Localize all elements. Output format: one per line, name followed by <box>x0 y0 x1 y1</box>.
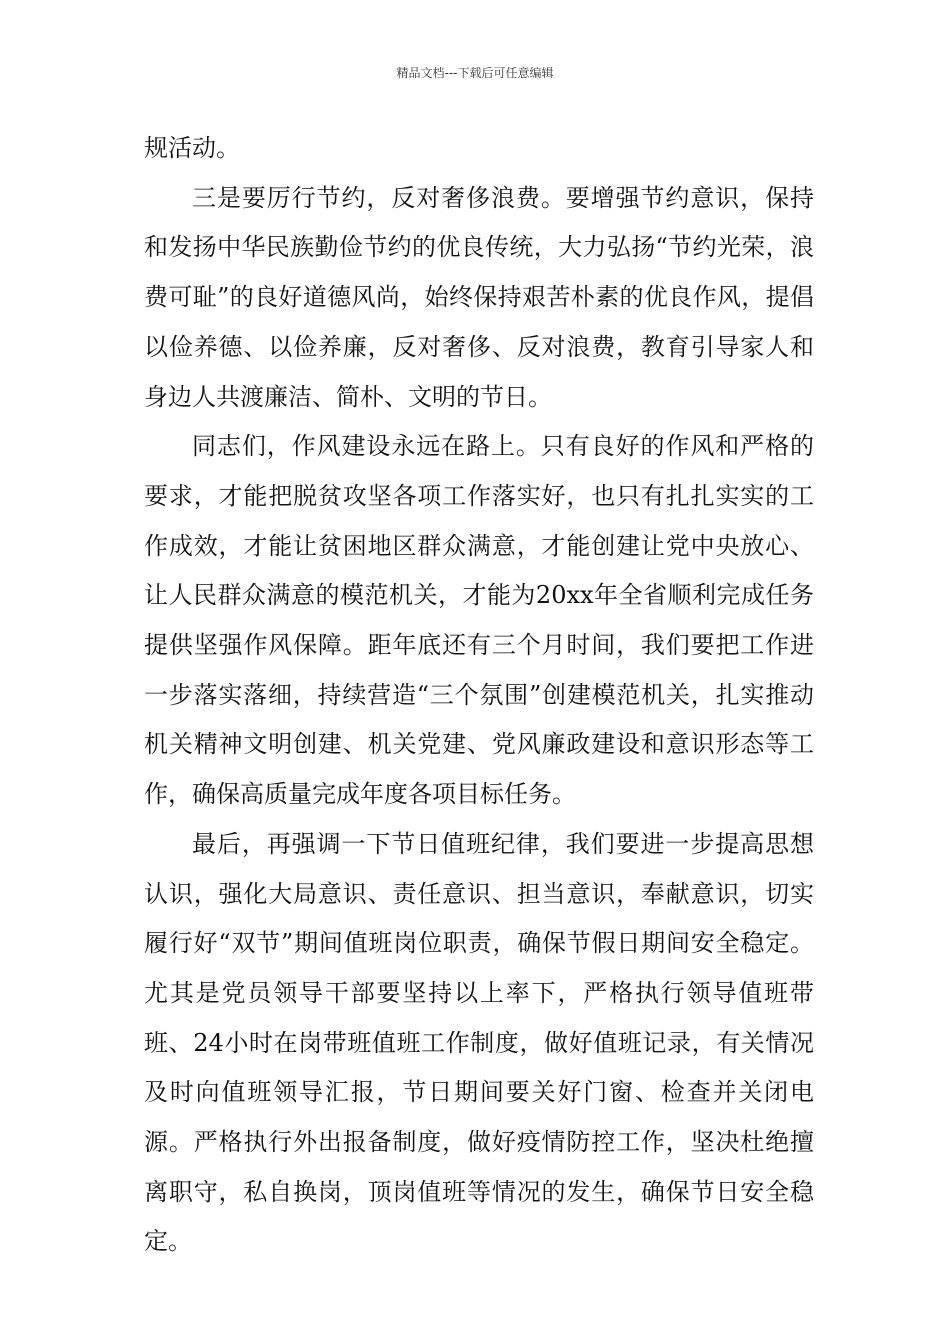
paragraph-frugality: 三是要厉行节约，反对奢侈浪费。要增强节约意识，保持和发扬中华民族勤俭节约的优良传统，大力弘扬“节约光荣，浪费可耻”的良好道德风尚，始终保持艰苦朴素的优良作风，提倡以俭养德、以俭养廉，反对奢侈、反对浪费，教育引导家人和身边人共渡廉洁、简朴、文明的节日。 <box>144 183 814 411</box>
page-header: 精品文档---下载后可任意编辑 <box>396 66 554 80</box>
paragraph-continuation: 规活动。 <box>144 134 240 162</box>
paragraph-holiday-duty: 最后，再强调一下节日值班纪律，我们要进一步提高思想认识，强化大局意识、责任意识、担当意识，奉献意识，切实履行好“双节”期间值班岗位职责，确保节假日期间安全稳定。尤其是党员领导干部要坚持以上率下，严格执行领导值班带班、24小时在岗带班值班工作制度，做好值班记录，有关情况及时向值班领导汇报，节日期间要关好门窗、检查并关闭电源。严格执行外出报备制度，做好疫情防控工作，坚决杜绝擅离职守，私自换岗，顶岗值班等情况的发生，确保节日安全稳定。 <box>144 829 814 1256</box>
paragraph-work-style: 同志们，作风建设永远在路上。只有良好的作风和严格的要求，才能把脱贫攻坚各项工作落实好，也只有扎扎实实的工作成效，才能让贫困地区群众满意，才能创建让党中央放心、让人民群众满意的模范机关，才能为20xx年全省顺利完成任务提供坚强作风保障。距年底还有三个月时间，我们要把工作进一步落实落细，持续营造“三个氛围”创建模范机关，扎实推动机关精神文明创建、机关党建、党风廉政建设和意识形态等工作，确保高质量完成年度各项目标任务。 <box>144 432 814 809</box>
document-body <box>144 124 814 1267</box>
